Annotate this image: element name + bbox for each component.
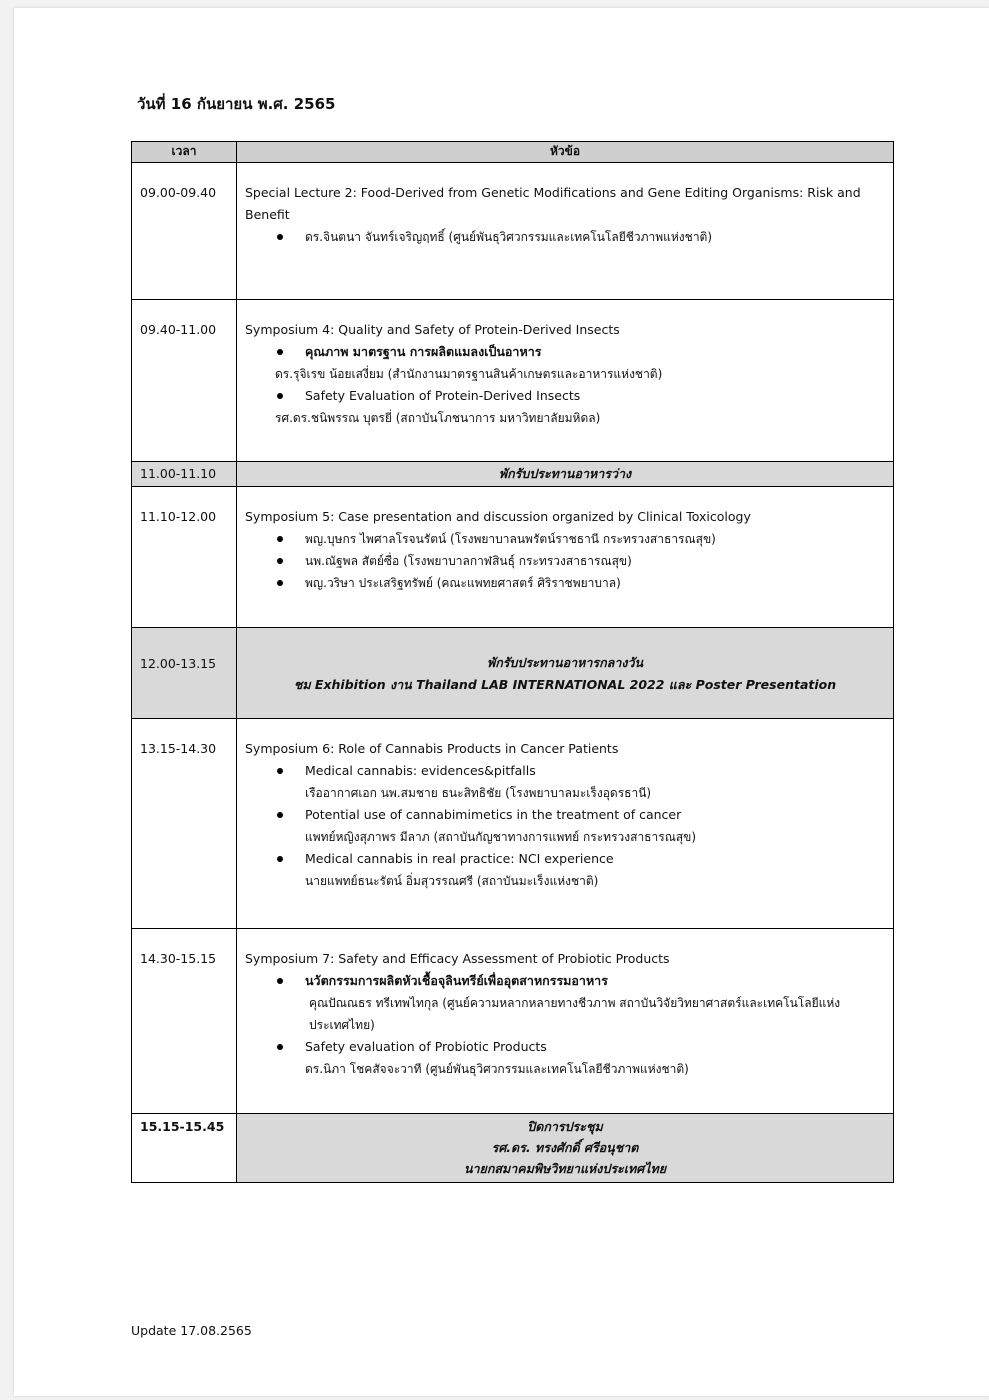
lunch-cell [237,628,894,719]
session-topic [237,487,894,628]
list-item [245,385,881,429]
talk-title: Potential use of cannabimimetics in the treatment of cancer [305,807,682,822]
session-title: Special Lecture 2: Food-Derived from Genetic Modifications and Gene Editing Organisms: Risk and Benefit [245,185,861,222]
list-item [245,572,881,594]
session-topic [237,163,894,300]
document-page [14,8,989,1396]
list-item [245,341,881,385]
speaker: ดร.นิภา โชคสัจจะวาที (ศูนย์พันธุวิศวกรรมและเทคโนโลยีชีวภาพแห่งชาติ) [305,1062,689,1076]
bullet-icon [277,978,283,984]
talk-title: Medical cannabis: evidences&pitfalls [305,763,536,778]
speaker: คุณปัณณธร ทรีเทพไทกุล (ศูนย์ความหลากหลายทางชีวภาพ สถาบันวิจัยวิทยาศาสตร์และเทคโนโลยีแห่งประเทศไทย) [309,996,841,1032]
time-column-header: เวลา [132,142,237,163]
session-topic [237,929,894,1114]
bullet-icon [277,812,283,818]
table-row [132,1114,894,1183]
table-row [132,163,894,300]
list-item [245,226,881,248]
bullet-icon [277,234,283,240]
talk-title: Safety Evaluation of Protein-Derived Insects [305,388,581,403]
bullet-icon [277,536,283,542]
talk-title: Safety evaluation of Probiotic Products [305,1039,547,1054]
session-time: 09.40-11.00 [132,300,237,462]
speaker: นพ.ณัฐพล สัตย์ซื่อ (โรงพยาบาลกาฬสินธุ์ กระทรวงสาธารณสุข) [305,554,632,568]
bullet-icon [277,393,283,399]
table-header-row [132,142,894,163]
speaker: พญ.วริษา ประเสริฐทรัพย์ (คณะแพทยศาสตร์ ศิริราชพยาบาล) [305,576,621,590]
speaker: นายแพทย์ธนะรัตน์ อิ่มสุวรรณศรี (สถาบันมะเร็งแห่งชาติ) [305,874,599,888]
session-time: 11.10-12.00 [132,487,237,628]
speaker: พญ.บุษกร ไพศาลโรจนรัตน์ (โรงพยาบาลนพรัตน์ราชธานี กระทรวงสาธารณสุข) [305,532,716,546]
speaker: เรืออากาศเอก นพ.สมชาย ธนะสิทธิชัย (โรงพยาบาลมะเร็งอุดรธานี) [305,786,652,800]
table-row [132,719,894,929]
session-time: 14.30-15.15 [132,929,237,1114]
talk-title: คุณภาพ มาตรฐาน การผลิตแมลงเป็นอาหาร [305,344,542,359]
update-footer: Update 17.08.2565 [131,1323,252,1338]
speaker: ดร.จินตนา จันทร์เจริญฤทธิ์ (ศูนย์พันธุวิศวกรรมและเทคโนโลยีชีวภาพแห่งชาติ) [305,230,713,244]
session-title: Symposium 5: Case presentation and discussion organized by Clinical Toxicology [245,509,751,524]
talk-title: Medical cannabis in real practice: NCI experience [305,851,614,866]
table-row [132,628,894,719]
bullet-icon [277,1044,283,1050]
table-row [132,929,894,1114]
bullet-icon [277,580,283,586]
list-item [245,848,881,892]
closing-label: ปิดการประชุม [527,1119,603,1134]
list-item [245,804,881,848]
list-item [245,1036,881,1080]
exhibition-label: ชม Exhibition งาน Thailand LAB INTERNATIONAL 2022 และ Poster Presentation [293,677,837,692]
topic-column-header: หัวข้อ [237,142,894,163]
list-item [245,528,881,550]
bullet-icon [277,349,283,355]
closing-speaker: รศ.ดร. ทรงศักดิ์ ศรีอนุชาต [491,1140,639,1155]
session-topic [237,300,894,462]
bullet-icon [277,856,283,862]
speaker: แพทย์หญิงสุภาพร มีลาภ (สถาบันกัญชาทางการแพทย์ กระทรวงสาธารณสุข) [305,830,697,844]
session-time: 11.00-11.10 [132,462,237,487]
list-item [245,760,881,804]
talk-title: นวัตกรรมการผลิตหัวเชื้อจุลินทรีย์เพื่ออุตสาหกรรมอาหาร [305,973,608,988]
bullet-icon [277,768,283,774]
session-time: 09.00-09.40 [132,163,237,300]
lunch-label: พักรับประทานอาหารกลางวัน [486,655,644,670]
date-heading: วันที่ 16 กันยายน พ.ศ. 2565 [137,95,336,113]
session-time: 15.15-15.45 [132,1114,237,1183]
speaker: ดร.รุจิเรข น้อยเสงี่ยม (สำนักงานมาตรฐานสินค้าเกษตรและอาหารแห่งชาติ) [275,367,663,381]
list-item [245,970,881,1036]
session-topic [237,719,894,929]
list-item [245,550,881,572]
speaker: รศ.ดร.ชนิพรรณ บุตรยี่ (สถาบันโภชนาการ มหาวิทยาลัยมหิดล) [275,411,601,425]
session-title: Symposium 4: Quality and Safety of Protein-Derived Insects [245,322,620,337]
session-title: Symposium 6: Role of Cannabis Products in Cancer Patients [245,741,619,756]
table-row [132,487,894,628]
closing-speaker-title: นายกสมาคมพิษวิทยาแห่งประเทศไทย [463,1161,667,1176]
session-title: Symposium 7: Safety and Efficacy Assessment of Probiotic Products [245,951,670,966]
table-row [132,300,894,462]
schedule-table [131,141,894,1183]
session-time: 13.15-14.30 [132,719,237,929]
closing-cell [237,1114,894,1183]
table-row [132,462,894,487]
bullet-icon [277,558,283,564]
session-time: 12.00-13.15 [132,628,237,719]
break-label: พักรับประทานอาหารว่าง [237,462,894,487]
